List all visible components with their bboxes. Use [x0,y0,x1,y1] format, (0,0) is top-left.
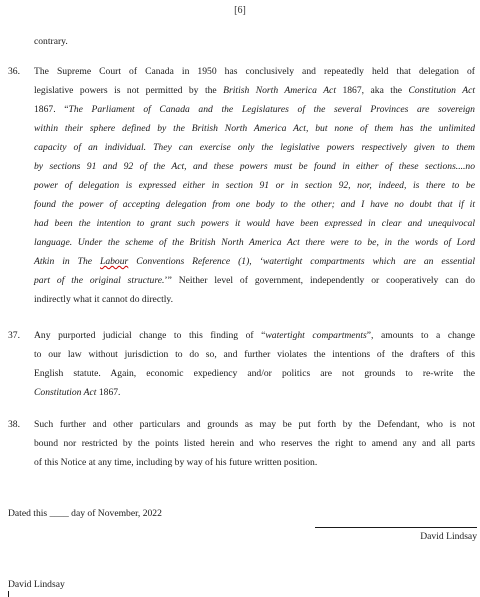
text-line: English statute. Again, economic expediency and/or politics are not grounds to re-write the [34,368,475,379]
signature-name: David Lindsay [420,531,477,542]
text-line: power of delegation is expressed either in section 91 or in section 92, nor, indeed, is there to be [34,180,475,191]
text-line: of this Notice at any time, including by way of his future written position. [34,457,318,468]
text-line: had been the intention to grant such powers it would have been expressed in clear and unequivocal [34,218,475,229]
text-line: capacity of an individual. They can exercise only the legislative powers respectively given to them [34,142,475,153]
text-line: to our law without jurisdiction to do so, and further violates the intentions of the drafters of this [34,349,475,360]
text-line: legislative powers is not permitted by the British North America Act 1867, aka the Constitution Act [34,85,476,96]
paragraph-number: 36. [8,66,20,77]
text-line: language. Under the scheme of the British North America Act there were to be, in the words of Lord [34,237,475,248]
spellcheck-flag[interactable]: Labour [100,256,129,267]
text-line: found the power of accepting delegation from one body to the other; and I have no doubt that if it [34,199,475,210]
text-line: part of the original structure.’” Neither level of government, independently or cooperatively can do [34,275,475,286]
text-line: Atkin in The Labour Conventions Reference (1), ‘watertight compartments which are an essential [34,256,476,267]
text-line: 1867. “The Parliament of Canada and the Legislatures of the several Provinces are sovereign [34,104,475,115]
dated-line: Dated this ____ day of November, 2022 [8,508,162,519]
text-line: Such further and other particulars and grounds as may be put forth by the Defendant, who is not [34,419,475,430]
bottom-name: David Lindsay [8,579,65,590]
paragraph-number: 37. [8,330,20,341]
text-line: by sections 91 and 92 of the Act, and these powers must be found in either of these sections....no [34,161,475,172]
paragraph-text [34,326,475,402]
text-line: Any purported judicial change to this finding of “watertight compartments”, amounts to a change [34,330,475,341]
text-line: Constitution Act 1867. [34,387,121,398]
text-line: The Supreme Court of Canada in 1950 has conclusively and repeatedly held that delegation of [34,66,475,77]
continuation-text: contrary. [34,36,68,47]
paragraph-number: 38. [8,419,20,430]
paragraph-text [34,62,475,309]
text-line: within their sphere defined by the British North America Act, but none of them has the unlimited [34,123,475,134]
paragraph-text [34,415,475,472]
page-number: [6] [234,5,246,16]
text-line: indirectly what it cannot do directly. [34,294,173,305]
text-line: bound nor restricted by the points listed herein and who reserves the right to amend any and all parts [34,438,475,449]
text-cursor [8,591,9,597]
